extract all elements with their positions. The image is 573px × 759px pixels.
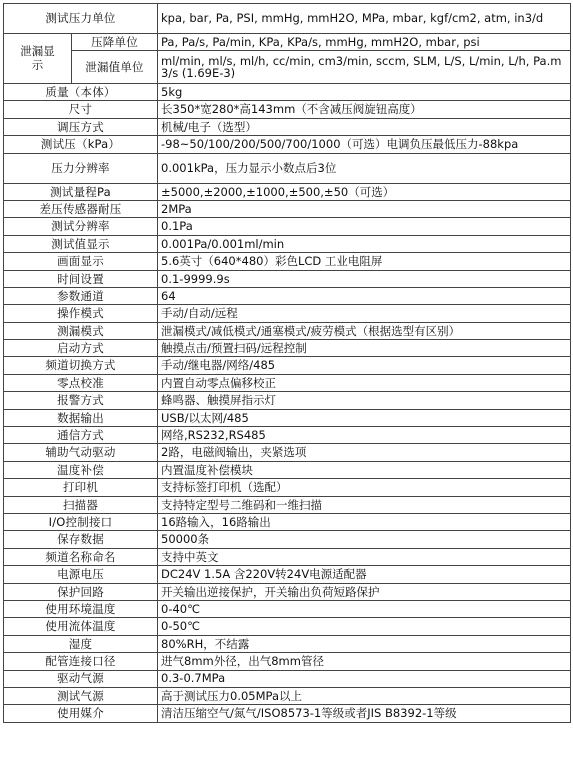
- spec-label: 保存数据: [4, 531, 158, 548]
- spec-label: 测试值显示: [4, 235, 158, 252]
- table-row: [4, 670, 571, 687]
- spec-label: 测试压（kPa）: [4, 136, 158, 153]
- table-row: [4, 687, 571, 704]
- spec-label: 参数通道: [4, 287, 158, 304]
- spec-label: 通信方式: [4, 427, 158, 444]
- table-row: [4, 305, 571, 322]
- spec-label: 测漏模式: [4, 322, 158, 339]
- spec-value: 蜂鸣器、触摸屏指示灯: [158, 392, 571, 409]
- table-row: [4, 153, 571, 183]
- spec-value: 0.3-0.7MPa: [158, 670, 571, 687]
- spec-value: DC24V 1.5A 含220V转24V电源适配器: [158, 566, 571, 583]
- table-row: [4, 34, 571, 51]
- table-row: [4, 566, 571, 583]
- spec-value: 16路输入，16路输出: [158, 513, 571, 530]
- spec-label: I/O控制接口: [4, 513, 158, 530]
- table-row: [4, 200, 571, 217]
- spec-value: ml/min, ml/s, ml/h, cc/min, cm3/min, sccm, SLM, L/S, L/min, L/h, Pa.m3/s (1.69E-3): [158, 51, 571, 84]
- table-row: [4, 427, 571, 444]
- table-row: [4, 618, 571, 635]
- spec-label: 差压传感器耐压: [4, 200, 158, 217]
- spec-value: 支持中英文: [158, 548, 571, 565]
- spec-label: 测试气源: [4, 687, 158, 704]
- table-row: [4, 136, 571, 153]
- spec-label: 保护回路: [4, 583, 158, 600]
- spec-label: 扫描器: [4, 496, 158, 513]
- spec-value: 清洁压缩空气/氮气/ISO8573-1等级或者JIS B8392-1等级: [158, 705, 571, 722]
- table-row: [4, 392, 571, 409]
- spec-table: [3, 3, 571, 723]
- spec-label: 频道名称命名: [4, 548, 158, 565]
- table-row: [4, 583, 571, 600]
- spec-label: 测试压力单位: [4, 4, 158, 34]
- table-row: [4, 287, 571, 304]
- spec-value: kpa, bar, Pa, PSI, mmHg, mmH2O, MPa, mbar, kgf/cm2, atm, in3/d: [158, 4, 571, 34]
- spec-label: 频道切换方式: [4, 357, 158, 374]
- table-row: [4, 548, 571, 565]
- spec-value: 网络,RS232,RS485: [158, 427, 571, 444]
- spec-value: 手动/自动/远程: [158, 305, 571, 322]
- spec-value: USB/以太网/485: [158, 409, 571, 426]
- spec-label: 电源电压: [4, 566, 158, 583]
- spec-value: Pa, Pa/s, Pa/min, KPa, KPa/s, mmHg, mmH2O, mbar, psi: [158, 34, 571, 51]
- spec-label: 启动方式: [4, 340, 158, 357]
- table-row: [4, 461, 571, 478]
- spec-label: 使用媒介: [4, 705, 158, 722]
- table-row: [4, 101, 571, 118]
- spec-label: 画面显示: [4, 253, 158, 270]
- table-row: [4, 374, 571, 391]
- spec-value: 手动/继电器/网络/485: [158, 357, 571, 374]
- table-row: [4, 51, 571, 84]
- spec-label: 报警方式: [4, 392, 158, 409]
- table-row: [4, 218, 571, 235]
- table-row: [4, 409, 571, 426]
- spec-label: 打印机: [4, 479, 158, 496]
- spec-value: 内置自动零点偏移校正: [158, 374, 571, 391]
- spec-value: 80%RH，不结露: [158, 635, 571, 652]
- spec-value: 0.001Pa/0.001ml/min: [158, 235, 571, 252]
- table-row: [4, 635, 571, 652]
- spec-label: 温度补偿: [4, 461, 158, 478]
- spec-label: 质量（本体）: [4, 84, 158, 101]
- spec-label: 测试分辨率: [4, 218, 158, 235]
- spec-label: 操作模式: [4, 305, 158, 322]
- table-row: [4, 118, 571, 135]
- spec-value: 进气8mm外径，出气8mm管径: [158, 653, 571, 670]
- spec-value: 2路，电磁阀输出，夹紧选项: [158, 444, 571, 461]
- spec-label: 驱动气源: [4, 670, 158, 687]
- spec-label: 尺寸: [4, 101, 158, 118]
- spec-label: 使用流体温度: [4, 618, 158, 635]
- spec-value: 50000条: [158, 531, 571, 548]
- spec-label: 测试量程Pa: [4, 183, 158, 200]
- table-row: [4, 479, 571, 496]
- spec-label: 泄漏值单位: [72, 51, 158, 84]
- spec-value: 5.6英寸（640*480）彩色LCD 工业电阻屏: [158, 253, 571, 270]
- table-row: [4, 496, 571, 513]
- table-row: [4, 270, 571, 287]
- spec-label: 零点校准: [4, 374, 158, 391]
- spec-value: ±5000,±2000,±1000,±500,±50（可选）: [158, 183, 571, 200]
- spec-value: 0.001kPa，压力显示小数点后3位: [158, 153, 571, 183]
- spec-label: 辅助气动驱动: [4, 444, 158, 461]
- table-row: [4, 357, 571, 374]
- table-row: [4, 322, 571, 339]
- table-row: [4, 531, 571, 548]
- group-label-leak-display: 泄漏显示: [4, 34, 72, 84]
- spec-value: 长350*宽280*高143mm（不含减压阀旋钮高度）: [158, 101, 571, 118]
- spec-value: 触摸点击/预置扫码/远程控制: [158, 340, 571, 357]
- spec-value: 泄漏模式/减低模式/通塞模式/疲劳模式（根据选型有区别）: [158, 322, 571, 339]
- table-row: [4, 253, 571, 270]
- spec-value: 开关输出逆接保护，开关输出负荷短路保护: [158, 583, 571, 600]
- spec-label: 配管连接口径: [4, 653, 158, 670]
- spec-label: 调压方式: [4, 118, 158, 135]
- table-row: [4, 513, 571, 530]
- spec-value: 内置温度补偿模块: [158, 461, 571, 478]
- spec-value: 0.1Pa: [158, 218, 571, 235]
- table-row: [4, 653, 571, 670]
- spec-label: 压降单位: [72, 34, 158, 51]
- spec-value: 支持特定型号二维码和一维扫描: [158, 496, 571, 513]
- spec-table-body: [4, 4, 571, 723]
- table-row: [4, 4, 571, 34]
- spec-value: 5kg: [158, 84, 571, 101]
- table-row: [4, 84, 571, 101]
- spec-value: 高于测试压力0.05MPa以上: [158, 687, 571, 704]
- table-row: [4, 705, 571, 722]
- table-row: [4, 340, 571, 357]
- spec-label: 压力分辨率: [4, 153, 158, 183]
- spec-value: 0.1-9999.9s: [158, 270, 571, 287]
- spec-label: 湿度: [4, 635, 158, 652]
- spec-value: 0-50℃: [158, 618, 571, 635]
- spec-label: 使用环境温度: [4, 600, 158, 617]
- table-row: [4, 183, 571, 200]
- table-row: [4, 235, 571, 252]
- table-row: [4, 600, 571, 617]
- spec-value: 机械/电子（选型）: [158, 118, 571, 135]
- spec-value: 2MPa: [158, 200, 571, 217]
- spec-value: 64: [158, 287, 571, 304]
- spec-value: 0-40℃: [158, 600, 571, 617]
- table-row: [4, 444, 571, 461]
- spec-value: -98~50/100/200/500/700/1000（可选）电调负压最低压力-88kpa: [158, 136, 571, 153]
- spec-value: 支持标签打印机（选配）: [158, 479, 571, 496]
- spec-label: 数据输出: [4, 409, 158, 426]
- spec-label: 时间设置: [4, 270, 158, 287]
